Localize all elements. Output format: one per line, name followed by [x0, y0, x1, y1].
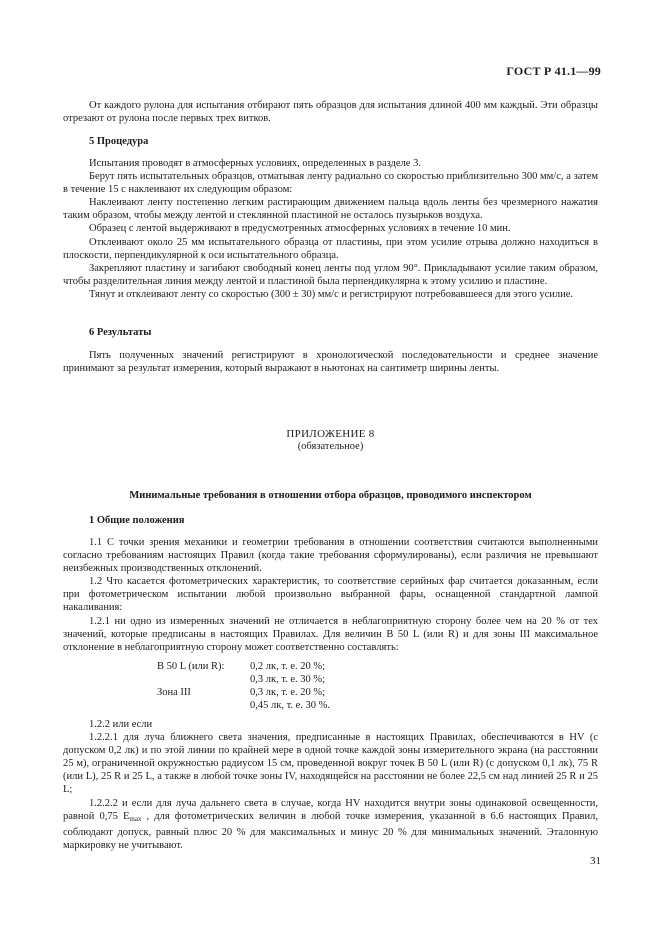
- text-part: , для фотометрических величин в любой точке измерения, указанной в 6.6 настоящих Правил, соблюдают допуск, равный плюс 20 % для максимальных и минус 20 % для минимальных значений. Эталонную маркировку не учитывают.: [63, 810, 598, 851]
- paragraph: Образец с лентой выдерживают в предусмотренных атмосферных условиях в течение 10 мин.: [89, 223, 511, 235]
- paragraph: Тянут и отклеивают ленту со скоростью (300 ± 30) мм/с и регистрируют потребовавшееся для этого усилие.: [89, 288, 574, 300]
- appendix-status: (обязательное): [297, 441, 364, 452]
- paragraph: 1.2.1 ни одно из измеренных значений не отличается в неблагоприятную сторону более чем на 20 % от тех значений, которые предписаны в настоящих Правилах. Для величин B 50 L (или R) и для зоны III максимальное отклонение в неблагоприятную сторону может соответственно составлять:: [63, 615, 598, 653]
- appendix-body: [63, 536, 598, 654]
- paragraph: Пять полученных значений регистрируют в хронологической последовательности и среднее значение принимают за результат измерения, который выражают в ньютонах на сантиметр ширины ленты.: [63, 350, 598, 375]
- table-label: B 50 L (или R):: [157, 661, 225, 672]
- table-row: [157, 699, 330, 712]
- subscript: max: [129, 814, 142, 823]
- intro-paragraph: От каждого рулона для испытания отбирают пять образцов для испытания длиной 400 мм каждый. Эти образцы отрезают от рулона после первых трех витков.: [63, 100, 598, 125]
- page-number: 31: [590, 855, 601, 867]
- section-5-body: [63, 157, 598, 301]
- text-part: 1.2.2.2 и если для луча дальнего света в случае, когда HV находится внутри зоны одинаковой освещенности, равной 0,75 E: [63, 797, 598, 822]
- tolerance-table: [157, 660, 330, 712]
- paragraph: Закрепляют пластину и загибают свободный конец ленты под углом 90°. Прикладывают усилие таким образом, чтобы разделительная линия между лентой и пластиной была перпендикулярна к этому усилию и пластине.: [63, 262, 598, 287]
- section-5-heading: 5 Процедура: [89, 136, 149, 147]
- table-label: [157, 673, 250, 686]
- section-6-heading: 6 Результаты: [89, 327, 152, 338]
- paragraph: 1.1 С точки зрения механики и геометрии требования в отношении соответствия считаются выполненными согласно требованиям настоящих Правил (когда такие требования сформулированы), если различия не превышают неизбежных производственных отклонений.: [63, 537, 598, 575]
- document-code: ГОСТ Р 41.1—99: [506, 64, 601, 78]
- table-value: 0,45 лк, т. е. 30 %.: [250, 700, 331, 712]
- appendix-title: Минимальные требования в отношении отбора образцов, проводимого инспектором: [129, 490, 532, 501]
- paragraph: 1.2.2 или если: [89, 719, 153, 730]
- paragraph: 1.2 Что касается фотометрических характеристик, то соответствие серийных фар считается доказанным, если при фотометрическом испытании любой произвольно выбранной фары, оснащенной стандартной лампой накаливания:: [63, 576, 598, 614]
- paragraph: Испытания проводят в атмосферных условиях, определенных в разделе 3.: [89, 158, 421, 169]
- paragraph: Наклеивают ленту постепенно легким растирающим движением пальца вдоль ленты без чрезмерного нажатия таким образом, чтобы между лентой и стеклянной пластиной не осталось пузырьков воздуха.: [63, 197, 598, 222]
- paragraph-1222: [63, 797, 598, 852]
- appendix-body-continued: [63, 718, 598, 852]
- paragraph: 1.2.2.1 для луча ближнего света значения, предписанные в настоящих Правилах, обеспечиваются в HV (с допуском 0,2 лк) и по этой линии по крайней мере в одной точке каждой зоны измерительного экрана (на расстоянии 25 м), ограниченной окружностью радиусом 15 см, проведенной вокруг точек B 50 L (или R) (с допуском 0,1 лк), 75 R (или L), 25 R и 25 L, а также в любой точке зоны IV, находящейся на расстоянии не более 22,5 см над линией 25 R и 25 L;: [63, 732, 598, 796]
- paragraph: Отклеивают около 25 мм испытательного образца от пластины, при этом усилие отрыва должно находиться в плоскости, перпендикулярной к оси испытательного образца.: [63, 236, 598, 261]
- table-value: 0,2 лк, т. е. 20 %;: [250, 661, 326, 672]
- table-value: 0,3 лк, т. е. 20 %;: [250, 687, 326, 699]
- appendix-label: ПРИЛОЖЕНИЕ 8: [286, 428, 375, 440]
- intro-block: [63, 99, 598, 125]
- table-row: [157, 673, 330, 686]
- appendix-section-1-heading: 1 Общие положения: [89, 515, 185, 526]
- table-row: [157, 660, 330, 673]
- section-6-body: [63, 349, 598, 375]
- table-label: [157, 699, 250, 712]
- table-row: [157, 686, 330, 699]
- table-label: Зона III: [157, 687, 191, 699]
- table-value: 0,3 лк, т. е. 30 %;: [250, 674, 326, 686]
- paragraph: Берут пять испытательных образцов, отматывая ленту радиально со скоростью приблизительно 300 мм/с, а затем в течение 15 с наклеивают их следующим образом:: [63, 171, 598, 196]
